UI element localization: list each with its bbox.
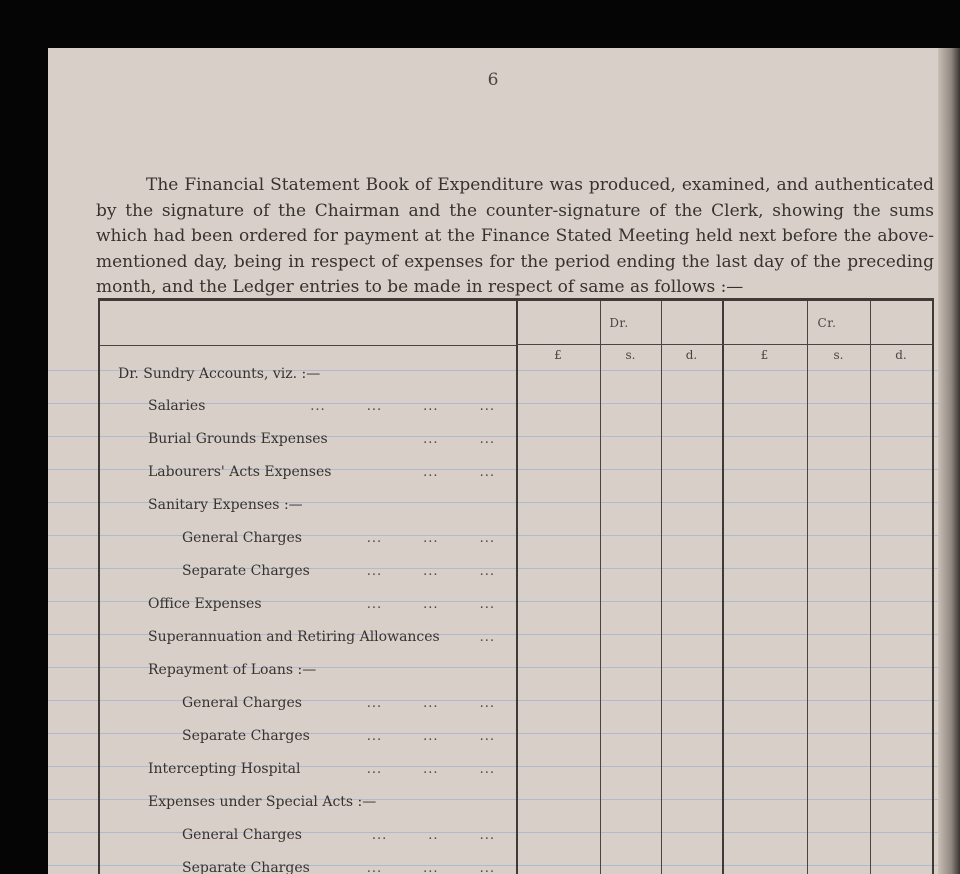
row-label: General Charges (182, 530, 302, 546)
row-label: Labourers' Acts Expenses (148, 464, 332, 480)
ledger-table (98, 298, 934, 874)
row-label: Salaries (148, 398, 206, 414)
column-divider (722, 301, 724, 874)
row-label: Separate Charges (182, 563, 310, 579)
cr-pence-header: d. (895, 348, 907, 362)
leader-dots: ... ... ... (366, 861, 495, 874)
row-label: Office Expenses (148, 596, 262, 612)
ledger-page (48, 48, 938, 874)
leader-dots: ... ... ... (366, 531, 495, 546)
row-label: Repayment of Loans :— (148, 662, 317, 678)
row-label: Sanitary Expenses :— (148, 497, 303, 513)
leader-dots: ... ... ... (366, 696, 495, 711)
leader-dots: ... ... (423, 465, 495, 480)
row-label: Expenses under Special Acts :— (148, 794, 377, 810)
statement-paragraph: The Financial Statement Book of Expenditure was produced, examined, and authenticated by the signature of the Chairman and the counter-signature of the Clerk, showing the sums which had been ordered for payment at the Finance Stated Meeting held next before the above-mentioned day, being in respect of expenses for the period ending the last day of the preceding month, and the Ledger entries to be made in respect of same as follows :— (96, 175, 934, 298)
column-divider (600, 301, 601, 874)
row-label: Superannuation and Retiring Allowances (148, 629, 440, 645)
leader-dots: ... (479, 630, 495, 645)
dr-pence-header: d. (685, 348, 698, 362)
leader-dots: ... .. ... (371, 828, 495, 843)
cr-shillings-header: s. (833, 348, 844, 362)
column-divider (807, 301, 808, 874)
dr-header: Dr. (609, 316, 629, 330)
leader-dots: ... ... ... ... (310, 399, 495, 414)
row-label: Separate Charges (182, 860, 310, 874)
column-divider (516, 301, 518, 874)
header-rule (516, 344, 932, 345)
leader-dots: ... ... ... (366, 564, 495, 579)
cr-header: Cr. (817, 316, 837, 330)
page-number: 6 (487, 70, 499, 90)
column-divider (870, 301, 871, 874)
row-label: Burial Grounds Expenses (148, 431, 328, 447)
row-label: Separate Charges (182, 728, 310, 744)
book-spine (938, 48, 960, 874)
leader-dots: ... ... (423, 432, 495, 447)
cr-pounds-header: £ (760, 348, 769, 362)
leader-dots: ... ... ... (366, 729, 495, 744)
leader-dots: ... ... ... (366, 762, 495, 777)
header-rule (100, 345, 516, 346)
leader-dots: ... ... ... (366, 597, 495, 612)
row-label: General Charges (182, 827, 302, 843)
dr-shillings-header: s. (625, 348, 636, 362)
row-label: Intercepting Hospital (148, 761, 301, 777)
column-divider (661, 301, 662, 874)
dr-pounds-header: £ (554, 348, 562, 362)
table-intro: Dr. Sundry Accounts, viz. :— (118, 366, 321, 382)
row-label: General Charges (182, 695, 302, 711)
